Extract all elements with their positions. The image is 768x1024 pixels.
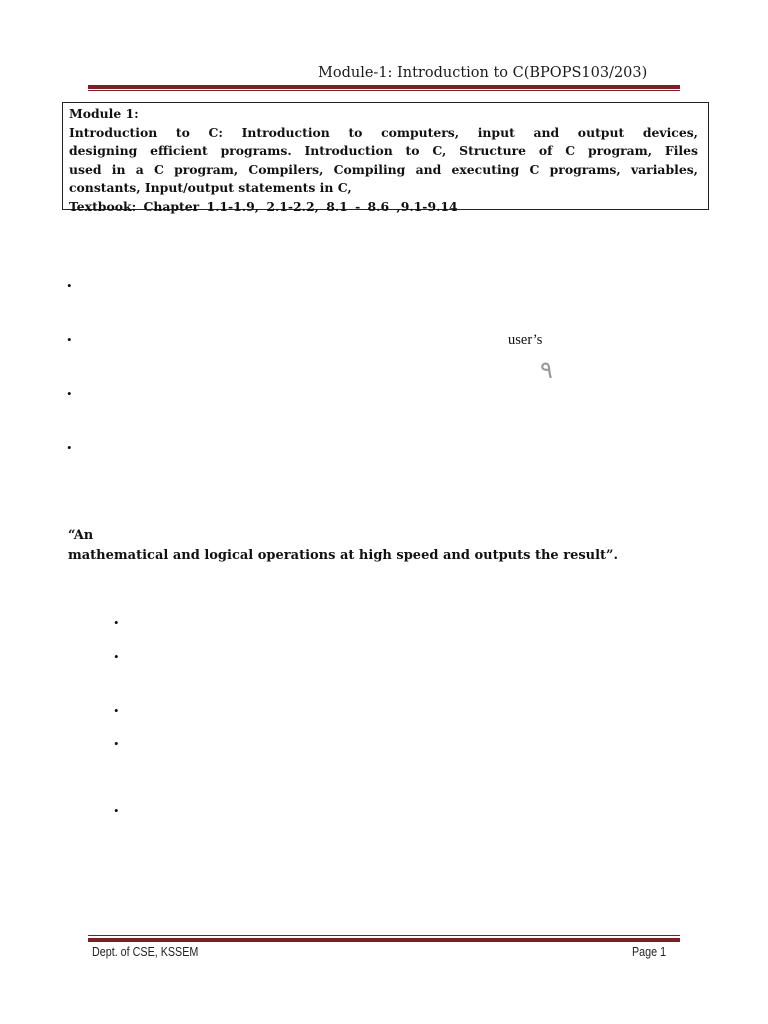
sub-bullet-4: • <box>114 736 119 751</box>
module-line-1: Introduction to C: Introduction to computers, input and output devices, <box>69 124 698 140</box>
bullet-2: • <box>67 332 72 347</box>
sub-bullet-3: • <box>114 703 119 718</box>
definition-line-1: “An <box>68 528 94 543</box>
sub-bullet-2: • <box>114 649 119 664</box>
header-rule-thin <box>88 90 680 91</box>
module-heading: Module 1: <box>69 106 139 121</box>
users-text: user’s <box>508 332 543 348</box>
bullet-3: • <box>67 386 72 401</box>
module-line-3: used in a C program, Compilers, Compiling and executing C programs, variables, <box>69 161 698 177</box>
footer-rule <box>88 938 680 942</box>
header-rule <box>88 85 680 89</box>
footer-page-number: Page 1 <box>632 945 667 959</box>
bullet-1: • <box>67 278 72 293</box>
running-header-title: Module-1: Introduction to C(BPOPS103/203) <box>318 65 648 81</box>
footer-rule-thin <box>88 935 680 936</box>
footer-department: Dept. of CSE, KSSEM <box>92 945 199 959</box>
module-line-4: constants, Input/output statements in C, <box>69 180 352 195</box>
bullet-4: • <box>67 440 72 455</box>
sub-bullet-1: • <box>114 615 119 630</box>
definition-line-2: mathematical and logical operations at high speed and outputs the result”. <box>68 548 619 563</box>
module-summary-box <box>62 102 709 214</box>
module-textbook-line: Textbook: Chapter 1.1-1.9, 2.1-2.2, 8.1 - 8.6 ,9.1-9.14 <box>69 198 458 214</box>
sub-bullet-5: • <box>114 803 119 818</box>
module-line-2: designing efficient programs. Introduction to C, Structure of C program, Files <box>69 143 698 158</box>
cursor-icon: ٩ <box>540 356 553 384</box>
